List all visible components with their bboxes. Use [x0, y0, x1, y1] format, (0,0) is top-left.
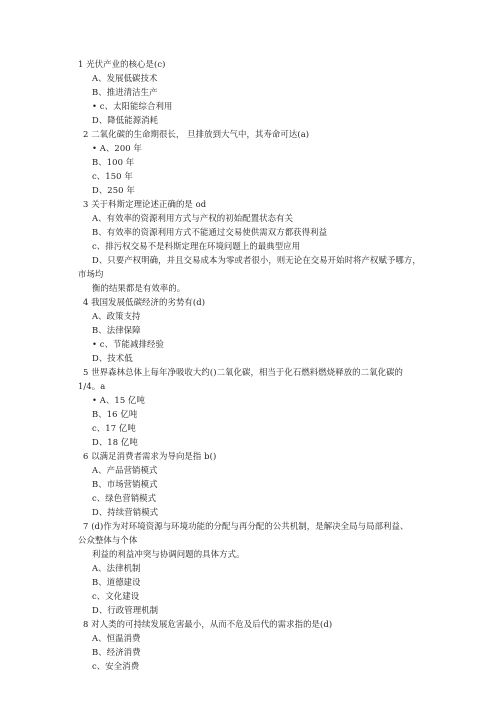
question-2-option-b: B、100 年 [92, 157, 135, 167]
question-7-option-c: c、文化建设 [92, 591, 140, 601]
question-1-title: 1 光伏产业的核心是(c) [78, 59, 166, 69]
question-3-option-d: D、只要产权明确，并且交易成本为零或者很小，则无论在交易开始时将产权赋予哪方， [92, 255, 421, 265]
question-2-option-c: c、150 年 [92, 171, 133, 181]
question-4-option-c: • c、节能减排经验 [92, 339, 164, 349]
question-5-option-c: c、17 亿吨 [92, 423, 136, 433]
question-2-option-a: • A、200 年 [92, 143, 142, 153]
question-4-option-a: A、政策支持 [92, 311, 141, 321]
question-7-title-wrap-1: 公众整体与个体 [78, 535, 138, 545]
question-3-option-a: A、有效率的资源利用方式与产权的初始配置状态有关 [92, 213, 294, 223]
question-3-option-c: c、排污权交易不是科斯定理在环境问题上的最典型应用 [92, 241, 301, 251]
question-4-option-d: D、技术低 [92, 353, 133, 363]
question-6-option-c: c、绿色营销模式 [92, 493, 157, 503]
question-5-option-b: B、16 亿吨 [92, 409, 138, 419]
question-1-option-b: B、推进清洁生产 [92, 87, 158, 97]
question-8-option-b: B、经济消费 [92, 647, 141, 657]
question-3-option-d-wrap-2: 衡的结果都是有效率的。 [92, 283, 186, 293]
question-4-option-b: B、法律保障 [92, 325, 141, 335]
question-6-option-a: A、产品营销模式 [92, 465, 158, 475]
question-8-option-c: c、安全消费 [92, 661, 140, 671]
question-1-option-a: A、发展低碳技术 [92, 73, 158, 83]
question-7-option-a: A、法律机制 [92, 563, 141, 573]
question-6-title: 6 以满足消费者需求为导向是指 b() [83, 451, 217, 461]
question-7-option-d: D、行政管理机制 [92, 605, 159, 615]
question-6-option-b: B、市场营销模式 [92, 479, 158, 489]
question-5-title: 5 世界森林总体上每年净吸收大约()二氧化碳，相当于化石燃料燃烧释放的二氧化碳的 [83, 367, 404, 377]
question-2-title: 2 二氧化碳的生命期很长， 旦排放到大气中，其寿命可达(a) [83, 129, 310, 139]
question-5-option-a: • A、15 亿吨 [92, 395, 145, 405]
question-5-option-d: D、18 亿吨 [92, 437, 138, 447]
question-8-option-a: A、恒温消费 [92, 633, 141, 643]
question-1-option-c: • c、太阳能综合利用 [92, 101, 173, 111]
question-7-title: 7 (d)作为对环境资源与环境功能的分配与再分配的公共机制，是解决全局与局部利益、 [83, 521, 409, 531]
question-1-option-d: D、降低能源消耗 [92, 115, 159, 125]
question-2-option-d: D、250 年 [92, 185, 135, 195]
question-3-option-d-wrap-1: 市场均 [78, 269, 104, 279]
question-8-title: 8 对人类的可持续发展危害最小，从而不危及后代的需求指的是(d) [83, 619, 333, 629]
question-3-option-b: B、有效率的资源利用方式不能通过交易使供需双方都获得利益 [92, 227, 328, 237]
question-3-title: 3 关于科斯定理论述正确的是 od [83, 199, 207, 209]
question-7-title-wrap-2: 利益的利益冲突与协调问题的具体方式。 [92, 549, 245, 559]
question-6-option-d: D、持续营销模式 [92, 507, 159, 517]
question-4-title: 4 我国发展低碳经济的劣势有(d) [83, 297, 206, 307]
question-5-title-wrap: 1/4。a [78, 381, 106, 391]
question-7-option-b: B、道德建设 [92, 577, 141, 587]
